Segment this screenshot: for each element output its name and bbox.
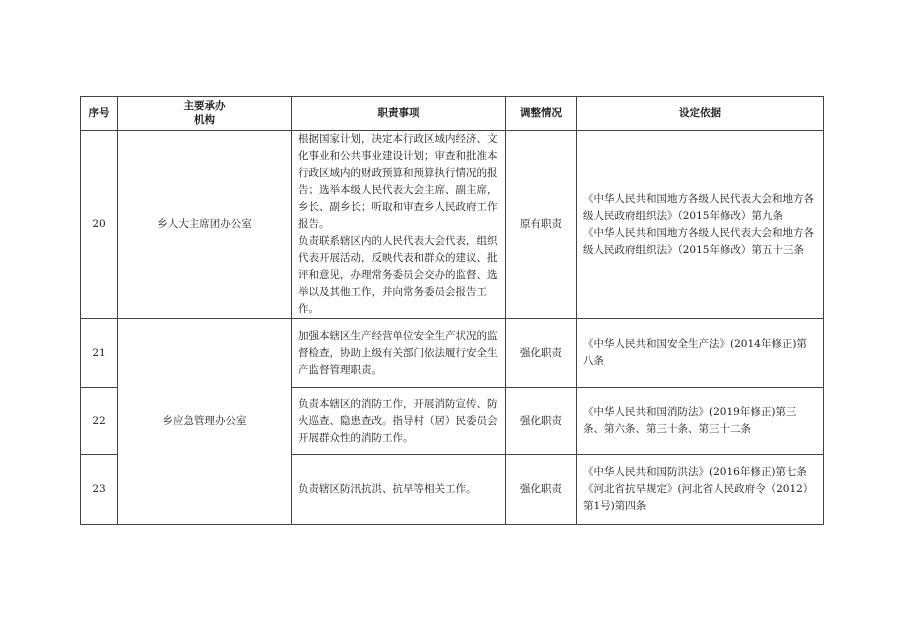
header-org-line1: 主要承办: [183, 99, 226, 112]
header-org-line2: 机构: [194, 113, 215, 126]
basis-paragraph: 《河北省抗旱规定》(河北省人民政府令（2012）第1号)第四条: [583, 483, 814, 512]
basis-paragraph: 《中华人民共和国地方各级人民代表大会和地方各级人民政府组织法》（2015年修改）第五十三条: [583, 226, 814, 256]
row-duty: 负责辖区防汛抗洪、抗旱等相关工作。: [292, 455, 506, 525]
row-status: 原有职责: [506, 131, 577, 319]
header-org: [118, 97, 292, 131]
row-organization: 乡人大主席团办公室: [118, 131, 292, 319]
row-number: 21: [81, 319, 118, 388]
row-status: 强化职责: [506, 319, 577, 388]
duty-paragraph: 负责联系辖区内的人民代表大会代表，组织代表开展活动，反映代表和群众的建议、批评和意见，办理常务委员会交办的监督、选举以及其他工作，并向常务委员会报告工作。: [298, 235, 498, 315]
row-status: 强化职责: [506, 455, 577, 525]
row-duty: 加强本辖区生产经营单位安全生产状况的监督检查，协助上级有关部门依法履行安全生产监督管理职责。: [292, 319, 506, 388]
duty-paragraph: 根据国家计划，决定本行政区域内经济、文化事业和公共事业建设计划；审查和批准本行政区域内的财政预算和预算执行情况的报告；选举本级人民代表大会主席、副主席，乡长、副乡长；听取和审查乡人民政府工作报告。: [298, 133, 498, 230]
header-basis: 设定依据: [577, 97, 824, 131]
row-status: 强化职责: [506, 388, 577, 455]
row-basis: 《中华人民共和国消防法》(2019年修正)第三条、第六条、第三十条、第三十二条: [577, 388, 824, 455]
basis-paragraph: 《中华人民共和国地方各级人民代表大会和地方各级人民政府组织法》（2015年修改）第九条: [583, 192, 814, 222]
row-duty: [292, 131, 506, 319]
row-basis: [577, 131, 824, 319]
duties-table: [80, 96, 824, 525]
row-basis: [577, 455, 824, 525]
row-duty: 负责本辖区的消防工作，开展消防宣传、防火巡查、隐患查改。指导村（居）民委员会开展群众性的消防工作。: [292, 388, 506, 455]
table-row: [81, 319, 824, 388]
basis-paragraph: 《中华人民共和国防洪法》(2016年修正)第七条: [583, 466, 807, 478]
row-organization: 乡应急管理办公室: [118, 319, 292, 525]
row-basis: 《中华人民共和国安全生产法》(2014年修正)第八条: [577, 319, 824, 388]
row-number: 20: [81, 131, 118, 319]
table-header-row: [81, 97, 824, 131]
header-duty: 职责事项: [292, 97, 506, 131]
row-number: 23: [81, 455, 118, 525]
header-num: 序号: [81, 97, 118, 131]
header-status: 调整情况: [506, 97, 577, 131]
table-row: [81, 131, 824, 319]
row-number: 22: [81, 388, 118, 455]
